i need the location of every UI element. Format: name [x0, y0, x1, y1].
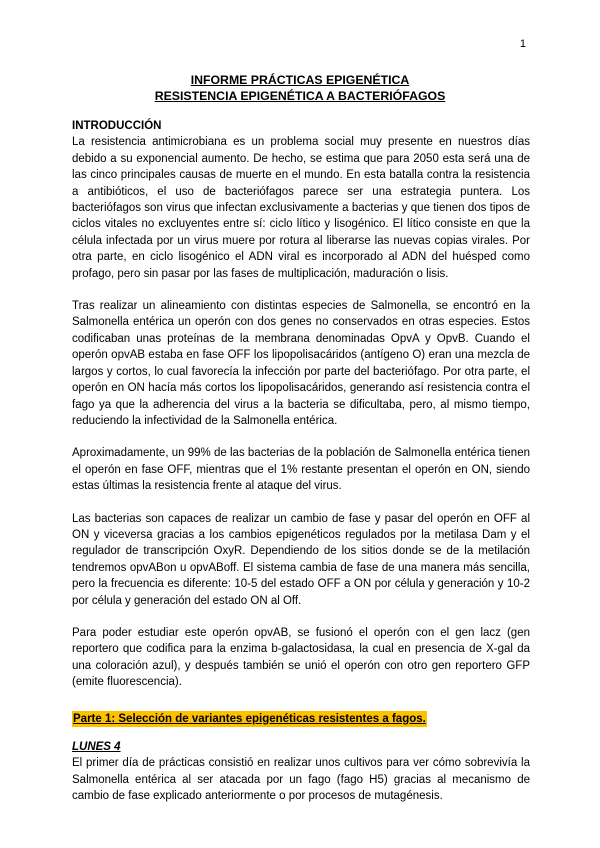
introduction-heading: INTRODUCCIÓN: [72, 120, 162, 132]
page-number: 1: [519, 38, 526, 50]
intro-paragraph-2: Tras realizar un alineamiento con distintas especies de Salmonella, se encontró en la Salmonella entérica un operón con dos genes no conservados en otras especies. Estos codificaban unas proteínas de la membrana denominadas OpvA y OpvB. Cuando el operón opvAB estaba en fase OFF los lipopolisacáridos (antígeno O) eran una mezcla de largos y cortos, lo cual favorecía la infección por parte del bacteriófago. Por otra parte, el operón en ON hacía más cortos los lipopolisacáridos, generando así resistencia contra el fago ya que la adherencia del virus a la bacteria se dificultaba, pero, al mismo tiempo, reduciendo la infectividad de la Salmonella entérica.: [72, 300, 530, 427]
title-line-1: INFORME PRÁCTICAS EPIGENÉTICA: [190, 73, 410, 87]
document-body: [72, 118, 530, 805]
day-heading-lunes-4: LUNES 4: [72, 741, 121, 753]
intro-paragraph-5: Para poder estudiar este operón opvAB, se fusionó el operón con el gen lacz (gen reportero que codifica para la enzima b-galactosidasa, la cual en presencia de X-gal da una coloración azul), y después también se unió el operón con otro gen reportero GFP (emite fluorescencia).: [72, 626, 530, 689]
part1-heading: Parte 1: Selección de variantes epigenéticas resistentes a fagos.: [72, 711, 427, 727]
intro-paragraph-3: Aproximadamente, un 99% de las bacterias de la población de Salmonella entérica tienen el operón en fase OFF, mientras que el 1% restante presentan el operón en ON, siendo estas últimas la resistencia frente al ataque del virus.: [72, 447, 530, 493]
part1-paragraph: El primer día de prácticas consistió en realizar unos cultivos para ver cómo sobrevivía la Salmonella entérica al ser atacada por un fago (fago H5) gracias al mecanismo de cambio de fase explicado anteriormente o por procesos de mutagénesis.: [72, 757, 530, 803]
intro-paragraph-1: La resistencia antimicrobiana es un problema social muy presente en nuestros días debido a su exponencial aumento. De hecho, se estima que para 2050 esta será una de las cinco principales causas de muerte en el mundo. En esta batalla contra la resistencia a antibióticos, el uso de bacteriófagos parece ser una estrategia puntera. Los bacteriófagos son virus que infectan exclusivamente a bacterias y que tienen dos tipos de ciclos vitales no excluyentes entre sí: ciclo lítico y lisogénico. El lítico consiste en que la célula infectada por un virus muere por rotura al liberarse las nuevas copias virales. Por otra parte, en ciclo lisogénico el ADN viral es incorporado al ADN del huésped como profago, pero sin pasar por las fases de multiplicación, maduración o lisis.: [72, 136, 530, 280]
title-line-2: RESISTENCIA EPIGENÉTICA A BACTERIÓFAGOS: [154, 89, 446, 103]
document-title: [72, 72, 528, 104]
intro-paragraph-4: Las bacterias son capaces de realizar un cambio de fase y pasar del operón en OFF al ON y viceversa gracias a los cambios epigenéticos regulados por la metilasa Dam y el regulador de transcripción OxyR. Dependiendo de los sitios donde se de la metilación tendremos opvABon u opvABoff. El sistema cambia de fase de una manera más sencilla, pero la frecuencia es diferente: 10-5 del estado OFF a ON por célula y generación y 10-2 por célula y generación del estado ON al Off.: [72, 512, 530, 607]
